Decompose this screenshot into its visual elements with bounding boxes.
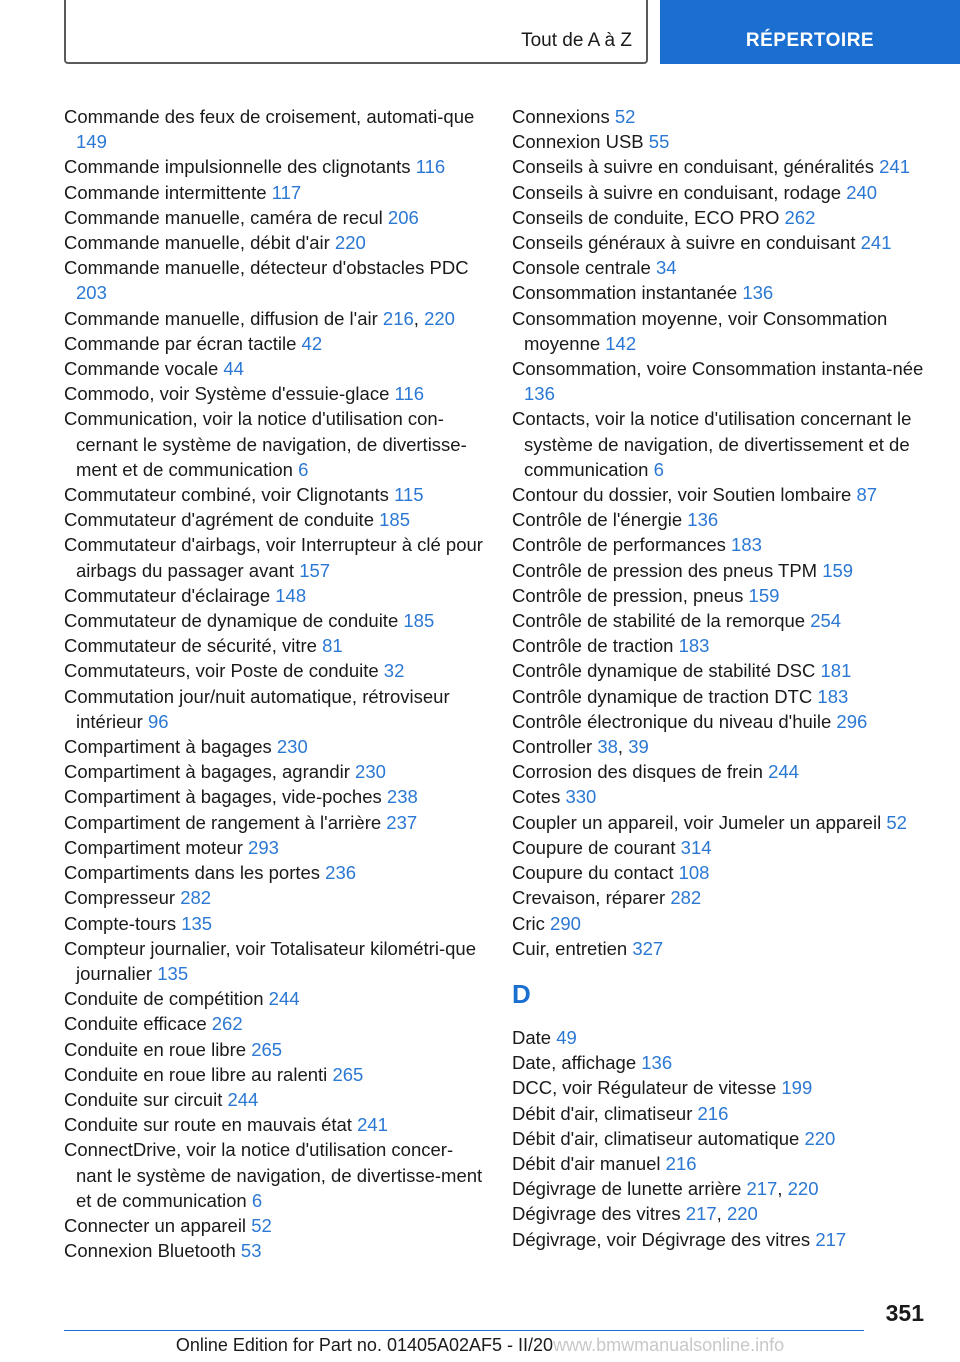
page-link[interactable]: 220	[726, 1203, 758, 1225]
page-link[interactable]: 159	[748, 584, 780, 606]
entry-term: Date, affichage	[512, 1052, 637, 1074]
footer-site: www.bmwmanualsonline.info	[553, 1335, 785, 1355]
index-entry	[64, 381, 484, 406]
page-link[interactable]: 327	[632, 937, 664, 959]
page-link[interactable]: 142	[605, 332, 637, 354]
page-link[interactable]: 290	[550, 912, 581, 934]
page-link[interactable]: 159	[822, 559, 854, 581]
index-entry	[512, 608, 937, 633]
tab-a-z-label: Tout de A à Z	[521, 30, 632, 51]
entry-term: Conduite sur route en mauvais état	[64, 1114, 352, 1136]
entry-term: Débit d'air manuel	[512, 1152, 661, 1174]
entry-term: Compartiments dans les portes	[64, 862, 321, 884]
index-entry	[512, 759, 937, 784]
index-entry	[64, 104, 484, 154]
index-entry	[512, 784, 937, 809]
page-link[interactable]: 293	[248, 836, 279, 858]
index-entry	[64, 507, 484, 532]
footer	[0, 1335, 960, 1356]
entry-term: Commutateur de sécurité, vitre	[64, 635, 317, 657]
entry-term: Commande vocale	[64, 358, 219, 380]
index-entry	[64, 608, 484, 633]
page-link[interactable]: 203	[76, 282, 107, 304]
page-link[interactable]: 244	[268, 988, 300, 1010]
entry-term: Controller	[512, 736, 593, 758]
index-column-right	[512, 104, 937, 1252]
page-link[interactable]: 136	[687, 509, 719, 531]
index-entry	[64, 1037, 484, 1062]
entry-term: Débit d'air, climatiseur	[512, 1102, 693, 1124]
entry-term: Commutation jour/nuit automatique, rétroviseur intérieur	[64, 685, 450, 732]
index-entry	[512, 406, 937, 482]
page-link[interactable]: 220	[787, 1178, 819, 1200]
page-link[interactable]: 157	[299, 559, 331, 581]
entry-term: Console centrale	[512, 257, 651, 279]
entry-term: Contrôle dynamique de traction DTC	[512, 685, 813, 707]
entry-term: Dégivrage des vitres	[512, 1203, 681, 1225]
index-column-left	[64, 104, 484, 1263]
index-entry	[512, 558, 937, 583]
index-entry	[512, 1075, 937, 1100]
entry-term: Consommation instantanée	[512, 282, 738, 304]
index-entry	[64, 1137, 484, 1213]
page-link[interactable]: 136	[524, 383, 555, 405]
entry-term: Commutateur combiné, voir Clignotants	[64, 484, 389, 506]
page-link[interactable]: 181	[820, 660, 852, 682]
page-link[interactable]: 230	[355, 761, 386, 783]
page-link[interactable]: 241	[860, 232, 892, 254]
index-entry	[64, 255, 484, 305]
page-link[interactable]: 6	[251, 1189, 263, 1211]
index-entry	[512, 860, 937, 885]
entry-term: Débit d'air, climatiseur automatique	[512, 1127, 800, 1149]
entry-term: Coupure du contact	[512, 862, 674, 884]
entry-term: Commutateurs, voir Poste de conduite	[64, 660, 379, 682]
index-entry	[64, 936, 484, 986]
index-entry	[512, 230, 937, 255]
page-link[interactable]: 136	[641, 1052, 673, 1074]
entry-term: Commande intermittente	[64, 181, 267, 203]
index-entry: Dégivrage de lunette arrière 217, 220	[512, 1178, 819, 1200]
page-link[interactable]: 117	[271, 181, 302, 203]
index-entry	[512, 280, 937, 305]
index-entry	[512, 684, 937, 709]
entry-term: Consommation moyenne, voir Consommation moyenne	[512, 307, 888, 354]
page-link[interactable]: 39	[628, 736, 649, 758]
page-link[interactable]: 282	[180, 887, 212, 909]
page-link[interactable]: 230	[276, 736, 308, 758]
page-link[interactable]: 108	[678, 862, 710, 884]
page-link[interactable]: 149	[76, 131, 107, 153]
entry-term: Contrôle de stabilité de la remorque	[512, 610, 806, 632]
entry-term: Conseils généraux à suivre en conduisant	[512, 232, 856, 254]
page-link[interactable]: 55	[648, 131, 670, 153]
entry-term: Commande manuelle, débit d'air	[64, 232, 330, 254]
page-link[interactable]: 330	[565, 786, 597, 808]
section-letter-d: D	[512, 978, 531, 1009]
page-link[interactable]: 262	[784, 206, 816, 228]
entry-term: Contrôle de pression des pneus TPM	[512, 559, 818, 581]
index-entry	[512, 1151, 937, 1176]
entry-term: Connexions	[512, 106, 610, 127]
index-entry: Controller 38, 39	[512, 736, 649, 758]
page-link[interactable]: 49	[556, 1026, 577, 1048]
index-entry: Dégivrage des vitres 217, 220	[512, 1203, 758, 1225]
page-link[interactable]: 183	[817, 685, 849, 707]
entry-term: Conseils à suivre en conduisant, rodage	[512, 181, 842, 203]
index-entry	[512, 1101, 937, 1126]
entry-term: Compartiment à bagages	[64, 736, 272, 758]
index-entry	[512, 356, 937, 406]
index-entry	[64, 1238, 484, 1263]
page-link[interactable]: 52	[614, 106, 636, 127]
index-entry	[64, 1087, 484, 1112]
entry-term: ConnectDrive, voir la notice d'utilisation concer-nant le système de navigation, de divertisse-ment et de communication	[64, 1139, 483, 1211]
page-link[interactable]: 220	[424, 307, 455, 329]
page-link[interactable]: 34	[655, 257, 677, 279]
entry-term: Compteur journalier, voir Totalisateur kilométri-que journalier	[64, 937, 476, 984]
page-link[interactable]: 6	[653, 458, 664, 480]
entry-term: Connecter un appareil	[64, 1214, 247, 1236]
page-link[interactable]: 217	[815, 1228, 847, 1250]
entry-term: Cric	[512, 912, 545, 934]
entry-term: Date	[512, 1026, 552, 1048]
page-link[interactable]: 237	[386, 811, 418, 833]
page-link[interactable]: 42	[301, 332, 323, 354]
index-entry	[64, 1062, 484, 1087]
entry-term: Consommation, voire Consommation instanta-née	[512, 358, 924, 380]
index-entry	[64, 205, 484, 230]
index-entry	[64, 331, 484, 356]
page-link[interactable]: 296	[836, 710, 868, 732]
index-entry	[512, 482, 937, 507]
index-entry	[64, 885, 484, 910]
page-link[interactable]: 282	[670, 887, 702, 909]
index-entry	[512, 709, 937, 734]
entry-term: Commutateur d'agrément de conduite	[64, 509, 374, 531]
page-link[interactable]: 240	[846, 181, 878, 203]
page-link[interactable]: 216	[665, 1152, 697, 1174]
page-link[interactable]: 236	[325, 862, 357, 884]
entry-term: Compartiment à bagages, agrandir	[64, 761, 350, 783]
page-link[interactable]: 220	[804, 1127, 836, 1149]
index-entry	[64, 180, 484, 205]
index-entry	[64, 911, 484, 936]
page-link[interactable]: 238	[386, 786, 418, 808]
index-entry	[64, 230, 484, 255]
entry-term: Commande par écran tactile	[64, 332, 297, 354]
index-entry	[512, 583, 937, 608]
entry-term: Conduite efficace	[64, 1013, 207, 1035]
page-link[interactable]: 116	[394, 383, 424, 405]
index-entry	[512, 633, 937, 658]
page-link[interactable]: 185	[379, 509, 410, 531]
index-entry	[512, 255, 937, 280]
index-entry	[512, 129, 937, 154]
footer-divider	[64, 1330, 864, 1331]
entry-term: Commande manuelle, diffusion de l'air	[64, 307, 378, 329]
index-entry	[512, 911, 937, 936]
entry-term: Corrosion des disques de frein	[512, 761, 763, 783]
entry-term: Commande des feux de croisement, automati-que	[64, 106, 475, 127]
index-entry	[64, 633, 484, 658]
entry-term: Coupler un appareil, voir Jumeler un appareil	[512, 811, 882, 833]
index-entry	[512, 154, 937, 179]
entry-term: Contrôle de performances	[512, 534, 726, 556]
page-link[interactable]: 265	[251, 1038, 283, 1060]
index-entry	[64, 356, 484, 381]
entry-term: Contacts, voir la notice d'utilisation concernant le système de navigation, de divertissement et de communication	[512, 408, 912, 480]
page-link[interactable]: 135	[181, 912, 213, 934]
page-link[interactable]: 6	[298, 458, 309, 480]
entry-term: Compresseur	[64, 887, 176, 909]
index-entry	[64, 1112, 484, 1137]
index-entry	[512, 936, 937, 961]
page-link[interactable]: 136	[742, 282, 774, 304]
page-link[interactable]: 241	[357, 1114, 388, 1136]
tab-index[interactable]	[660, 0, 960, 64]
entry-term: Compartiment à bagages, vide-poches	[64, 786, 382, 808]
page-link[interactable]: 199	[781, 1077, 813, 1099]
tab-a-z[interactable]	[64, 0, 648, 64]
page-link[interactable]: 244	[768, 761, 799, 783]
entry-term: Dégivrage, voir Dégivrage des vitres	[512, 1228, 811, 1250]
index-entry	[64, 986, 484, 1011]
page-link[interactable]: 183	[678, 635, 710, 657]
entry-term: Conduite en roue libre au ralenti	[64, 1063, 328, 1085]
index-entry	[64, 482, 484, 507]
index-entry	[512, 104, 937, 129]
page-link[interactable]: 38	[597, 736, 618, 758]
index-entry	[64, 784, 484, 809]
index-entry	[64, 532, 484, 582]
index-entry	[512, 306, 937, 356]
index-entry	[64, 835, 484, 860]
page-link[interactable]: 116	[415, 156, 446, 178]
index-entry	[512, 658, 937, 683]
entry-term: Commutateur d'airbags, voir Interrupteur à clé pour airbags du passager avant	[64, 534, 483, 581]
page-link[interactable]: 244	[227, 1088, 259, 1110]
entry-term: Commande manuelle, caméra de recul	[64, 206, 383, 228]
index-entry	[512, 835, 937, 860]
page-link[interactable]: 32	[383, 660, 405, 682]
index-entry	[64, 1213, 484, 1238]
entry-term: Contrôle de l'énergie	[512, 509, 683, 531]
page-link[interactable]: 241	[879, 156, 911, 178]
page-link[interactable]: 185	[403, 610, 435, 632]
footer-edition: Online Edition for Part no. 01405A02AF5 - II/20	[175, 1335, 554, 1355]
index-entry	[64, 810, 484, 835]
entry-term: Cuir, entretien	[512, 937, 628, 959]
index-entry	[512, 205, 937, 230]
page-link[interactable]: 81	[322, 635, 343, 657]
index-entry	[512, 532, 937, 557]
entry-term: Conseils de conduite, ECO PRO	[512, 206, 780, 228]
page-link[interactable]: 217	[685, 1203, 717, 1225]
page-link[interactable]: 206	[387, 206, 419, 228]
entry-term: Conduite de compétition	[64, 988, 264, 1010]
tab-index-label: RÉPERTOIRE	[745, 30, 875, 51]
entry-term: DCC, voir Régulateur de vitesse	[512, 1077, 777, 1099]
page-link[interactable]: 262	[211, 1013, 243, 1035]
index-entry	[64, 1011, 484, 1036]
index-entry	[512, 1126, 937, 1151]
entry-term: Contrôle dynamique de stabilité DSC	[512, 660, 816, 682]
index-entry: Commande manuelle, diffusion de l'air 216, 220	[64, 307, 455, 329]
index-entry	[512, 1050, 937, 1075]
page-link[interactable]: 216	[697, 1102, 729, 1124]
index-entry	[64, 759, 484, 784]
index-entry	[64, 154, 484, 179]
page-link[interactable]: 216	[382, 307, 414, 329]
page-link[interactable]: 314	[680, 836, 712, 858]
index-entry	[512, 507, 937, 532]
page-number: 351	[885, 1300, 924, 1326]
page-link[interactable]: 183	[731, 534, 762, 556]
entry-term: Compartiment moteur	[64, 836, 243, 858]
entry-term: Commodo, voir Système d'essuie-glace	[64, 383, 390, 405]
entry-term: Contour du dossier, voir Soutien lombaire	[512, 484, 852, 506]
entry-term: Contrôle électronique du niveau d'huile	[512, 710, 832, 732]
index-entry	[512, 810, 937, 835]
page-link[interactable]: 52	[251, 1214, 272, 1236]
entry-term: Compte-tours	[64, 912, 177, 934]
page-link[interactable]: 217	[746, 1178, 778, 1200]
index-entry	[512, 180, 937, 205]
entry-term: Cotes	[512, 786, 561, 808]
page-link[interactable]: 52	[886, 811, 907, 833]
index-entry	[64, 583, 484, 608]
index-entry	[512, 1025, 937, 1050]
entry-term: Conseils à suivre en conduisant, généralités	[512, 156, 874, 178]
entry-term: Commande manuelle, détecteur d'obstacles PDC	[64, 257, 469, 279]
entry-term: Contrôle de traction	[512, 635, 674, 657]
index-entry	[64, 734, 484, 759]
entry-term: Contrôle de pression, pneus	[512, 584, 744, 606]
entry-term: Connexion USB	[512, 131, 644, 153]
page-link[interactable]: 135	[157, 962, 189, 984]
entry-term: Conduite en roue libre	[64, 1038, 247, 1060]
page-link[interactable]: 87	[856, 484, 878, 506]
page-link[interactable]: 44	[223, 358, 244, 380]
index-entry	[512, 885, 937, 910]
page-link[interactable]: 254	[810, 610, 842, 632]
entry-term: Commande impulsionnelle des clignotants	[64, 156, 411, 178]
entry-term: Commutateur d'éclairage	[64, 584, 271, 606]
entry-term: Commutateur de dynamique de conduite	[64, 610, 399, 632]
page-link[interactable]: 53	[240, 1240, 262, 1262]
entry-term: Communication, voir la notice d'utilisation con-cernant le système de navigation, de divertisse-ment et de communication	[64, 408, 467, 480]
entry-term: Crevaison, réparer	[512, 887, 666, 909]
index-entry	[64, 860, 484, 885]
page-link[interactable]: 220	[334, 232, 366, 254]
page-link[interactable]: 148	[275, 584, 307, 606]
entry-term: Coupure de courant	[512, 836, 676, 858]
page-link[interactable]: 265	[332, 1063, 364, 1085]
entry-term: Conduite sur circuit	[64, 1088, 223, 1110]
entry-term: Connexion Bluetooth	[64, 1240, 236, 1262]
index-entry	[512, 1227, 937, 1252]
index-entry	[64, 406, 484, 482]
index-entry	[64, 658, 484, 683]
entry-term: Dégivrage de lunette arrière	[512, 1178, 742, 1200]
page-link[interactable]: 96	[147, 710, 169, 732]
page-link[interactable]: 115	[394, 484, 424, 506]
entry-term: Compartiment de rangement à l'arrière	[64, 811, 382, 833]
index-entry	[64, 684, 484, 734]
